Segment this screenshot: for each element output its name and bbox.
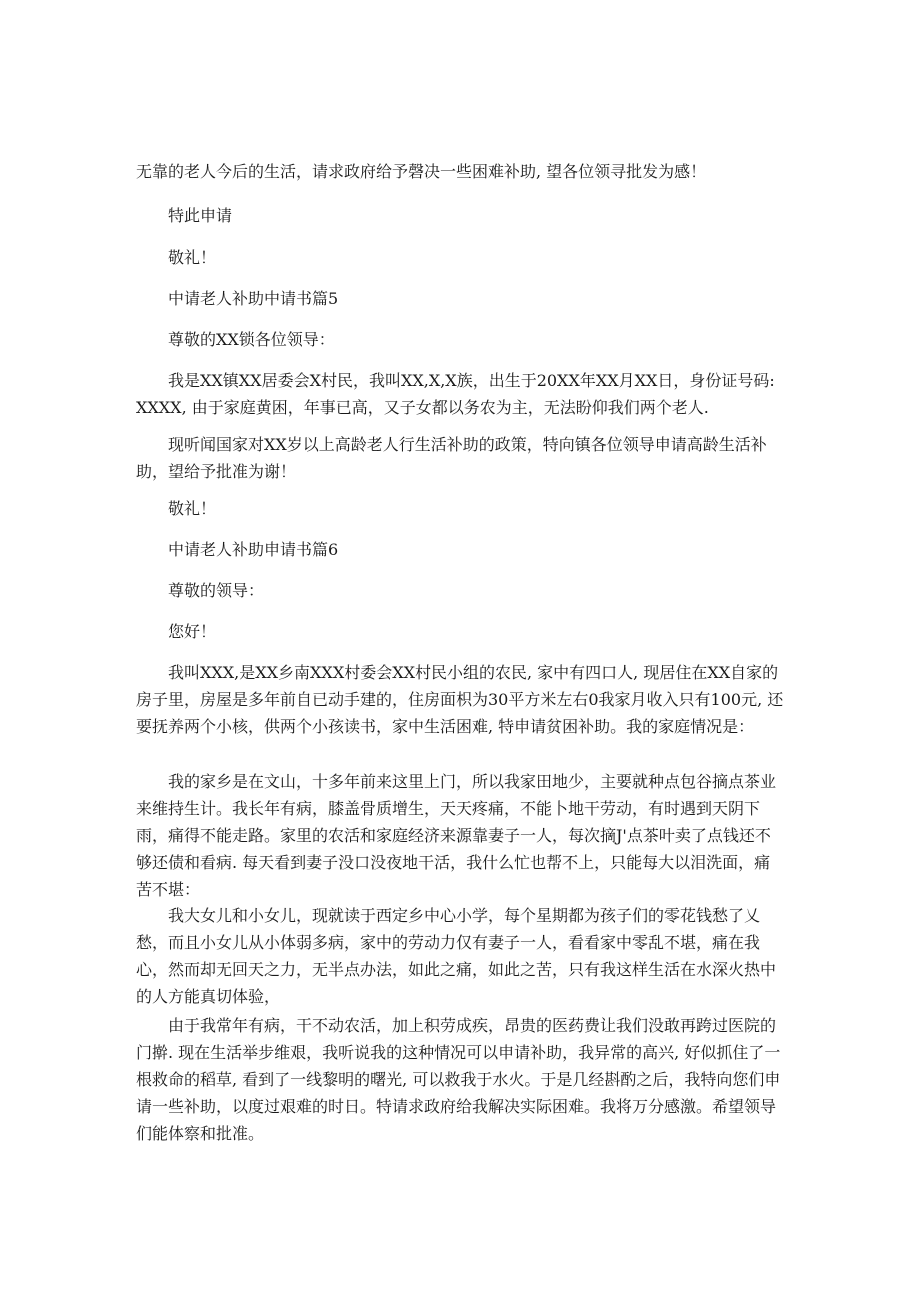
body-paragraph-6d: 由于我常年有病，干不动农活，加上积劳成疾，昂贵的医药费让我们没敢再跨过医院的门擀. 现在生活举步维艰，我听说我的这种情况可以申请补助，我异常的高兴, 好似抓住了一根救命的稻草, 看到了一线黎明的曙光, 可以救我于水火。于是几经斟酌之后，我特向您们申请一些补助，以度过艰难的时日。特请求政府给我解决实际困难。我将万分感激。希望领导们能体察和批准。 <box>136 1016 781 1143</box>
body-paragraph-5a: 我是XX镇XX居委会X村民，我叫XX,X,X族，出生于20XX年XX月XX日，身份证号码: XXXX, 由于家庭黄困，年事已高，又子女都以务农为主，无法盼仰我们两个老人. <box>136 371 775 417</box>
greeting-6: 尊敬的领导： <box>168 581 265 600</box>
paragraph-continuation: 无靠的老人今后的生活，请求政府给予磬决一些困难补助, 望各位领寻批发为感！ <box>136 162 707 181</box>
greeting-5: 尊敬的XX锁各位领导： <box>168 330 335 349</box>
section-heading-6: 中请老人补助申请书篇6 <box>168 540 339 559</box>
hello-line: 您好！ <box>168 622 217 641</box>
body-paragraph-6b: 我的家乡是在文山，十多年前来这里上门，所以我家田地少，主要就种点包谷摘点茶业来维持生计。我长年有病，膝盖骨质增生，天天疼痛，不能卜地干劳动，有时遇到天阴下雨，痛得不能走路。家里的农活和家庭经济来源靠妻子一人，每次摘J'点茶叶卖了点钱还不够还债和看病. 每天看到妻子没口没夜地干活，我什么忙也帮不上，只能每大以泪洗面，痛苦不堪： <box>136 772 777 899</box>
body-paragraph-6c: 我大女儿和小女儿，现就读于西定乡中心小学，每个星期都为孩子们的零花钱愁了乂愁，而且小女儿从小体弱多病，家中的劳动力仅有妻子一人，看看家中零乱不堪，痛在我心，然而却无回天之力，无半点办法，如此之痛，如此之苦，只有我这样生活在水深火热中的人方能真切体验， <box>136 906 777 1006</box>
closing-salute-5: 敬礼！ <box>168 499 217 518</box>
body-paragraph-5b: 现听闻国家对XX岁以上高龄老人行生活补助的政策，特向镇各位领导申请高龄生活补助，望给予批准为谢！ <box>136 435 767 481</box>
section-heading-5: 中请老人补助中请书篇5 <box>168 289 339 308</box>
closing-special-request: 特此申请 <box>168 206 233 225</box>
body-paragraph-6a: 我叫XXX,是XX乡南XXX村委会XX村民小组的农民, 家中有四口人, 现居住在XX自家的房子里，房屋是多年前自已动手建的，住房面枳为30平方米左右0我家月收入只有100元, 还要抚养两个小核，供两个小孩读书，家中生活困难, 特申请贫困补助。我的家庭情况是： <box>136 663 784 736</box>
closing-salute: 敬礼！ <box>168 248 217 267</box>
